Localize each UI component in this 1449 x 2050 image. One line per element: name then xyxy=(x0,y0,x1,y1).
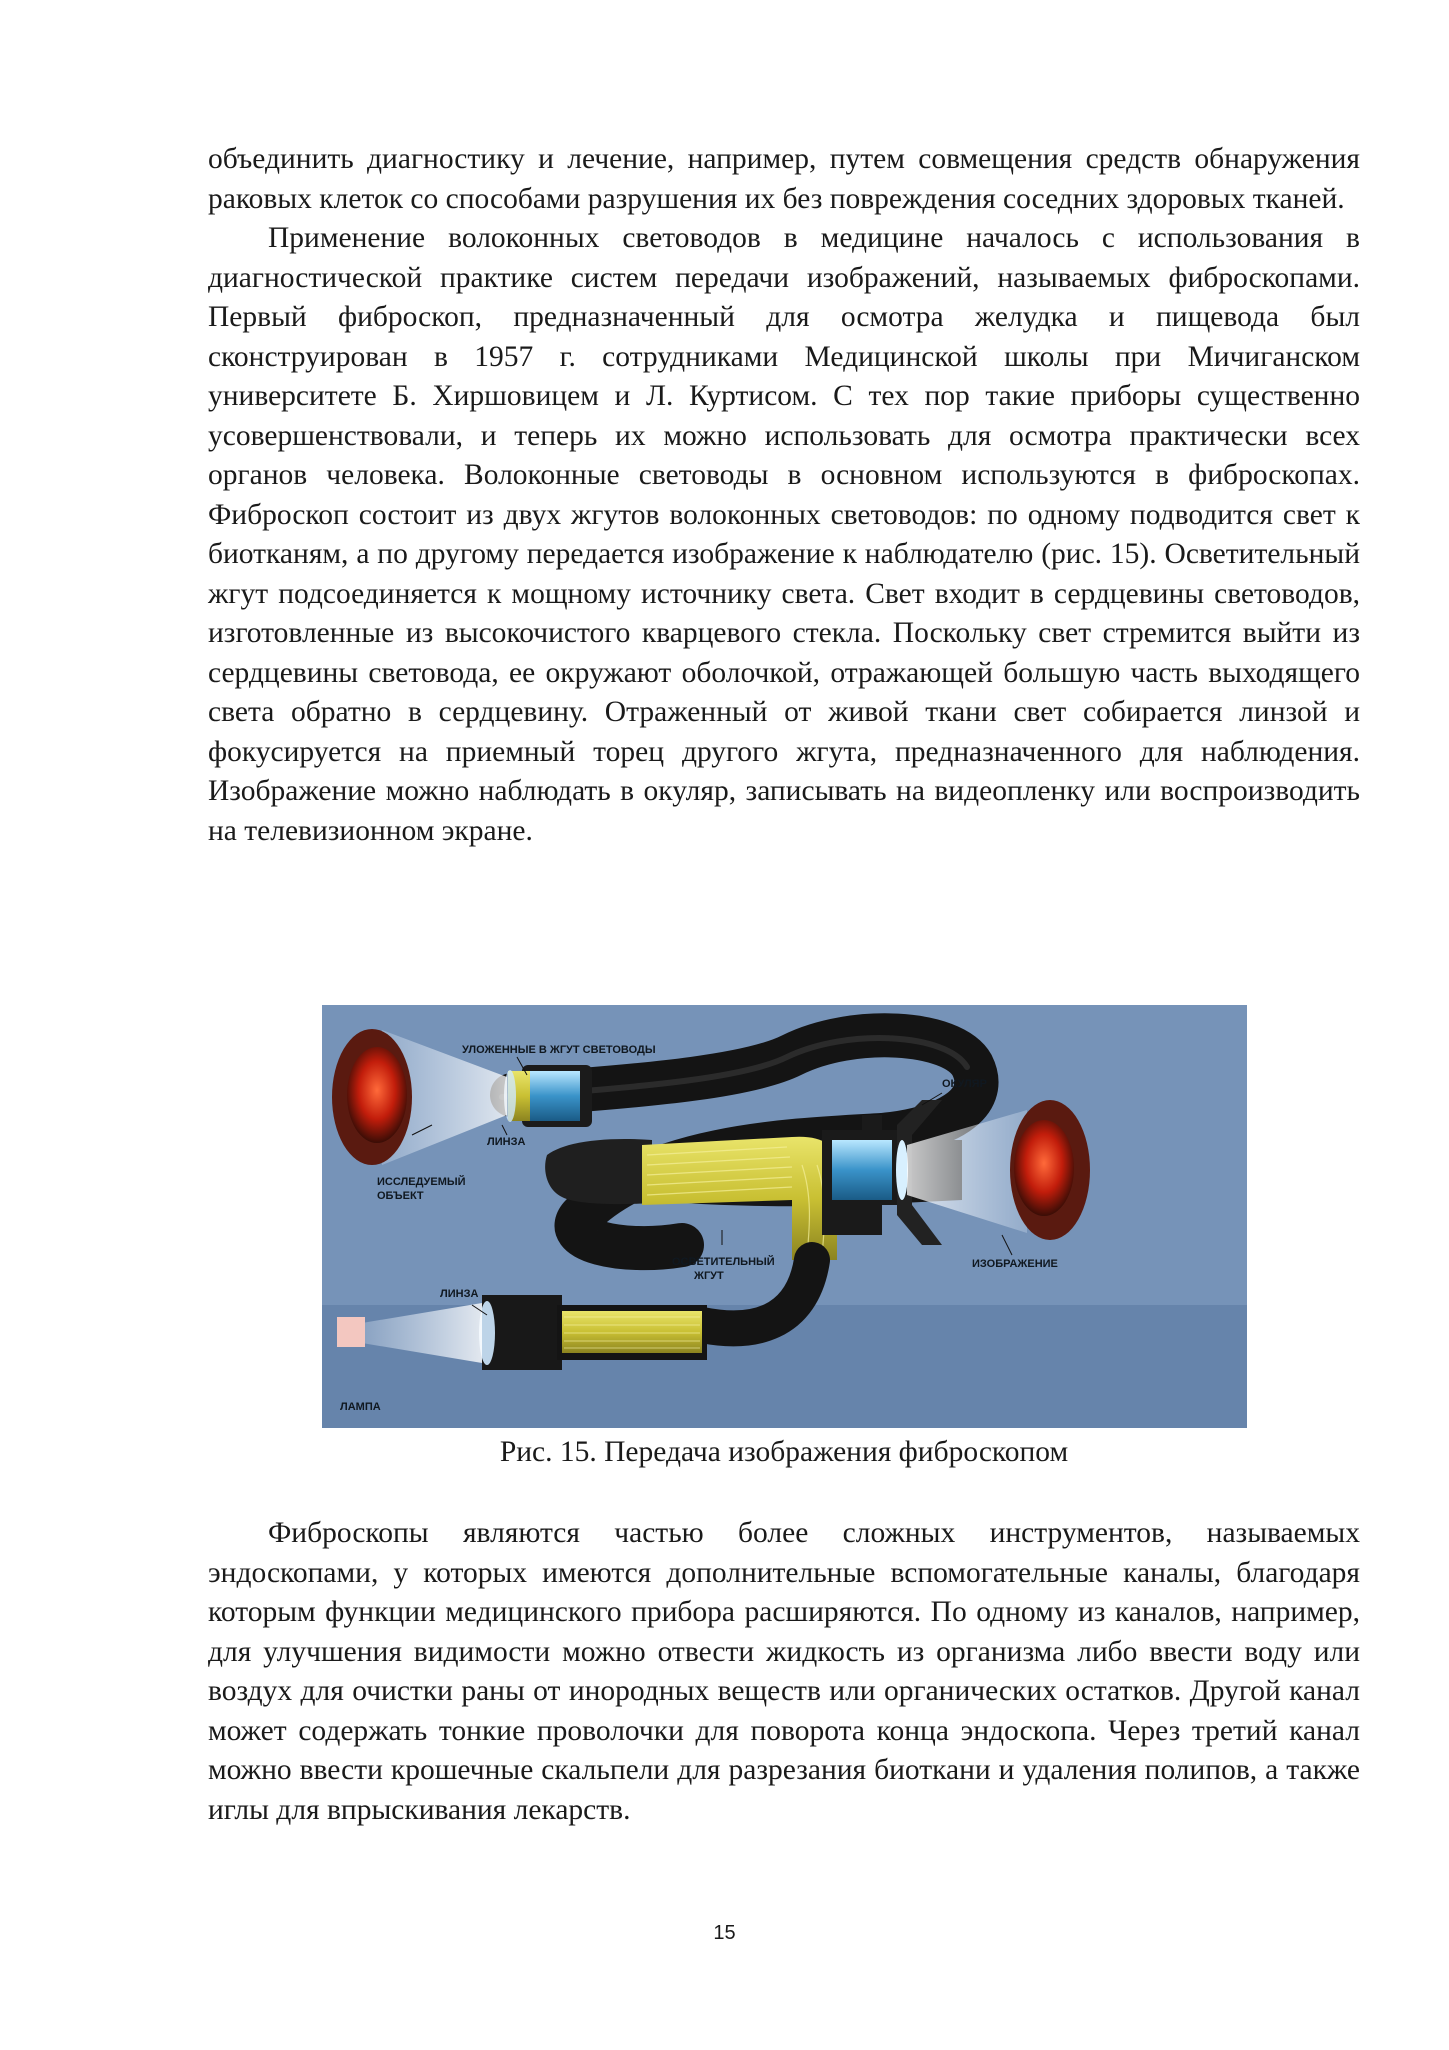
page-number: 15 xyxy=(713,1922,736,1944)
label-image: ИЗОБРАЖЕНИЕ xyxy=(972,1258,1058,1270)
fibroscope-diagram xyxy=(322,1005,1247,1428)
figure-caption: Рис. 15. Передача изображения фиброскопом xyxy=(499,1436,1069,1468)
text-block-top xyxy=(208,140,1360,851)
label-bundle-line2: ЖГУТ xyxy=(694,1270,724,1282)
label-lens-bottom: ЛИНЗА xyxy=(440,1288,479,1300)
label-lens-top: ЛИНЗА xyxy=(487,1136,526,1148)
fibroscope-figure xyxy=(322,1005,1247,1428)
paragraph: объединить диагностику и лечение, например, путем совмещения средств обнаружения раковых клеток со способами разрушения их без повреждения соседних здоровых тканей. xyxy=(208,143,1360,215)
label-lamp: ЛАМПА xyxy=(340,1401,381,1413)
text-block-bottom xyxy=(208,1514,1360,1830)
label-bundle-line1: ОСВЕТИТЕЛЬНЫЙ xyxy=(672,1256,775,1268)
label-object-line2: ОБЪЕКТ xyxy=(377,1190,424,1202)
label-object-line1: ИССЛЕДУЕМЫЙ xyxy=(377,1176,466,1188)
paragraph: Фиброскопы являются частью более сложных инструментов, называемых эндоскопами, у которых имеются дополнительные вспомогательные каналы, благодаря которым функции медицинского прибора расширяются. По одному из каналов, например, для улучшения видимости можно отвести жидкость из организма либо ввести воду или воздух для очистки раны от инородных веществ или органических остатков. Другой канал может содержать тонкие проволочки для поворота конца эндоскопа. Через третий канал можно ввести крошечные скальпели для разрезания биоткани и удаления полипов, а также иглы для впрыскивания лекарств. xyxy=(208,1517,1360,1826)
paragraph: Применение волоконных световодов в медицине началось с использования в диагностической практике систем передачи изображений, называемых фиброскопами. Первый фиброскоп, предназначенный для осмотра желудка и пищевода был сконструирован в 1957 г. сотрудниками Медицинской школы при Мичиганском университете Б. Хиршовицем и Л. Куртисом. С тех пор такие приборы существенно усовершенствовали, и теперь их можно использовать для осмотра практически всех органов человека. Волоконные световоды в основном используются в фиброскопах. Фиброскоп состоит из двух жгутов волоконных световодов: по одному подводится свет к биотканям, а по другому передается изображение к наблюдателю (рис. 15). Осветительный жгут подсоединяется к мощному источнику света. Свет входит в сердцевины световодов, изготовленные из высокочистого кварцевого стекла. Поскольку свет стремится выйти из сердцевины световода, ее окружают оболочкой, отражающей большую часть выходящего света обратно в сердцевину. Отраженный от живой ткани свет собирается линзой и фокусируется на приемный торец другого жгута, предназначенного для наблюдения. Изображение можно наблюдать в окуляр, записывать на видеопленку или воспроизводить на телевизионном экране. xyxy=(208,222,1360,847)
label-eyepiece: ОКУЛЯР xyxy=(942,1078,987,1090)
label-fibers: УЛОЖЕННЫЕ В ЖГУТ СВЕТОВОДЫ xyxy=(462,1044,656,1056)
